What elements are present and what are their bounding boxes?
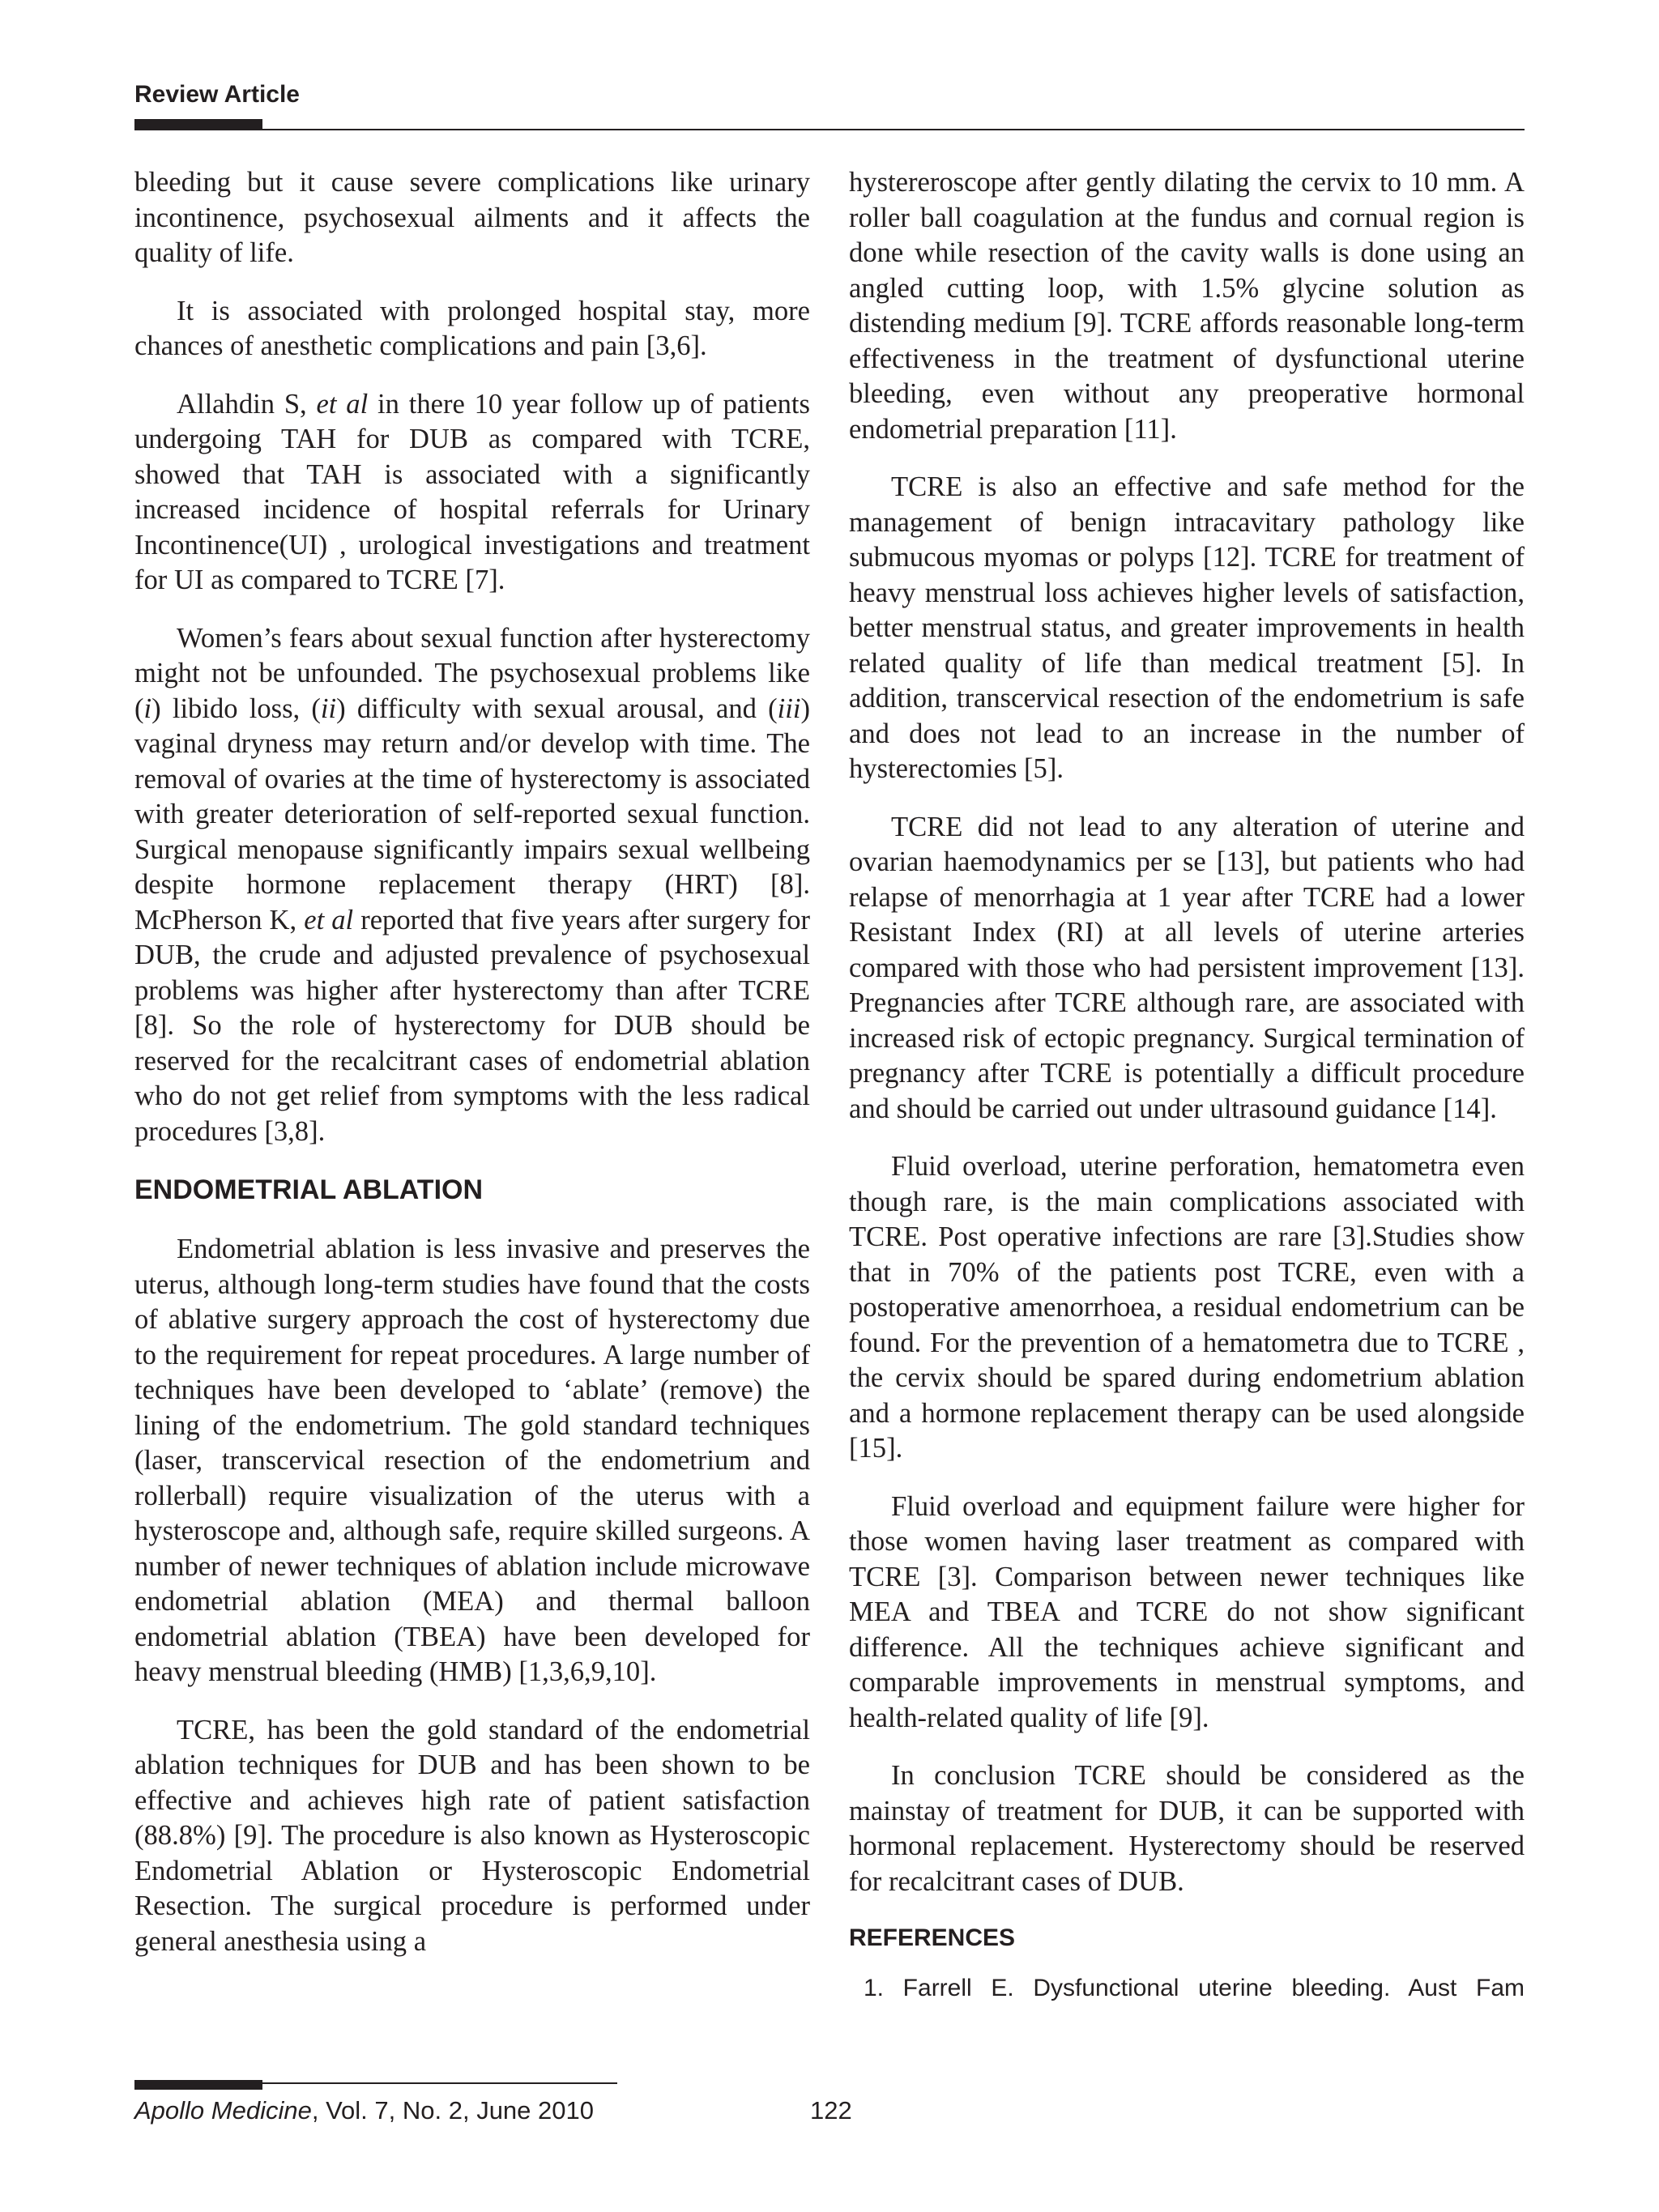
journal-name: Apollo Medicine: [134, 2096, 312, 2125]
italic-text: et al: [304, 904, 354, 936]
paragraph: TCRE, has been the gold standard of the endometrial ablation techniques for DUB and has been shown to be effective and achieves high rate of patient satisfaction (88.8%) [9]. The procedure is also known as Hysteroscopic Endometrial Ablation or Hysteroscopic Endometrial Resection. The surgical procedure is performed under general anesthesia using a: [134, 1714, 810, 1957]
text-run: ) vaginal dryness may return and/or develop with time. The removal of ovaries at the time of hysterectomy is associated with greater deterioration of self-reported sexual function. Surgical menopause significantly impairs sexual wellbeing despite hormone replacement therapy (HRT) [8]. McPherson K,: [134, 693, 810, 936]
paragraph: hystereroscope after gently dilating the cervix to 10 mm. A roller ball coagulation at the fundus and cornual region is done while resection of the cavity walls is done using an angled cutting loop, with 1.5% glycine solution as distending medium [9]. TCRE affords reasonable long-term effectiveness in the treatment of dysfunctional uterine bleeding, even without any preoperative hormonal endometrial preparation [11].: [849, 167, 1525, 445]
paragraph: TCRE did not lead to any alteration of uterine and ovarian haemodynamics per se [13], but patients who had relapse of menorrhagia at 1 year after TCRE had a lower Resistant Index (RI) at all levels of uterine arteries compared with those who had persistent improvement [13]. Pregnancies after TCRE although rare, are associated with increased risk of ectopic pregnancy. Surgical termination of pregnancy after TCRE is potentially a difficult procedure and should be carried out under ultrasound guidance [14].: [849, 811, 1525, 1124]
italic-text: i: [143, 693, 152, 724]
italic-text: ii: [320, 693, 337, 724]
paragraph: [134, 387, 810, 599]
paragraph: bleeding but it cause severe complications like urinary incontinence, psychosexual ailments and it affects the quality of life.: [134, 167, 810, 268]
text-run: Allahdin S,: [177, 388, 317, 420]
paragraph: It is associated with prolonged hospital stay, more chances of anesthetic complications and pain [3,6].: [134, 295, 810, 361]
text-run: ) difficulty with sexual arousal, and (: [336, 693, 778, 724]
left-column: [134, 165, 810, 1959]
paragraph: In conclusion TCRE should be considered as the mainstay of treatment for DUB, it can be supported with hormonal replacement. Hysterectomy should be reserved for recalcitrant cases of DUB.: [849, 1760, 1525, 1897]
footer-bar: [134, 2080, 262, 2090]
paragraph: Fluid overload and equipment failure were higher for those women having laser treatment as compared with TCRE [3]. Comparison between newer techniques like MEA and TBEA and TCRE do not show significant difference. All the techniques achieve significant and comparable improvements in menstrual symptoms, and health-related quality of life [9].: [849, 1490, 1525, 1733]
right-column: [849, 165, 1525, 2005]
paragraph: [134, 621, 810, 1150]
text-run: Women’s fears about sexual function after hysterectomy might not be unfounded. The psychosexual problems like (: [134, 622, 810, 724]
page-number: 122: [810, 2096, 852, 2125]
italic-text: et al: [316, 388, 369, 420]
journal-details: , Vol. 7, No. 2, June 2010: [311, 2096, 594, 2125]
paragraph: Fluid overload, uterine perforation, hematometra even though rare, is the main complications associated with TCRE. Post operative infections are rare [3].Studies show that in 70% of the patients post TCRE, even with a postoperative amenorrhoea, a residual endometrium can be found. For the prevention of a hematometra due to TCRE , the cervix should be spared during endometrium ablation and a hormone replacement therapy can be used alongside [15].: [849, 1151, 1525, 1464]
text-run: reported that five years after surgery for DUB, the crude and adjusted prevalence of psychosexual problems was higher after hysterectomy than after TCRE [8]. So the role of hysterectomy for DUB should be reserved for the recalcitrant cases of endometrial ablation who do not get relief from symptoms with the less radical procedures [3,8].: [134, 904, 810, 1147]
text-run: in there 10 year follow up of patients undergoing TAH for DUB as compared with TCRE, showed that TAH is associated with a significantly increased incidence of hospital referrals for Urinary Incontinence(UI) , urological investigations and treatment for UI as compared to TCRE [7].: [134, 388, 810, 595]
italic-text: iii: [777, 693, 801, 724]
header-label: Review Article: [134, 81, 300, 108]
text-run: ) libido loss, (: [151, 693, 321, 724]
header-bar: [134, 119, 262, 130]
footer-journal: [134, 2096, 594, 2125]
section-heading: ENDOMETRIAL ABLATION: [134, 1174, 484, 1205]
paragraph: TCRE is also an effective and safe method for the management of benign intracavitary pathology like submucous myomas or polyps [12]. TCRE for treatment of heavy menstrual loss achieves higher levels of satisfaction, better menstrual status, and greater improvements in health related quality of life than medical treatment [5]. In addition, transcervical resection of the endometrium is safe and does not lead to an increase in the number of hysterectomies [5].: [849, 471, 1525, 784]
footer-rule: [262, 2082, 617, 2084]
reference-item: 1. Farrell E. Dysfunctional uterine bleeding. Aust Fam: [864, 1975, 1525, 2001]
references-heading: REFERENCES: [849, 1924, 1016, 1951]
header-rule: [262, 129, 1525, 130]
paragraph: Endometrial ablation is less invasive and preserves the uterus, although long-term studies have found that the costs of ablative surgery approach the cost of hysterectomy due to the requirement for repeat procedures. A large number of techniques have been developed to ‘ablate’ (remove) the lining of the endometrium. The gold standard techniques (laser, transcervical resection of the endometrium and rollerball) require visualization of the uterus with a hysteroscope and, although safe, require skilled surgeons. A number of newer techniques of ablation include microwave endometrial ablation (MEA) and thermal balloon endometrial ablation (TBEA) have been developed for heavy menstrual bleeding (HMB) [1,3,6,9,10].: [134, 1234, 810, 1687]
